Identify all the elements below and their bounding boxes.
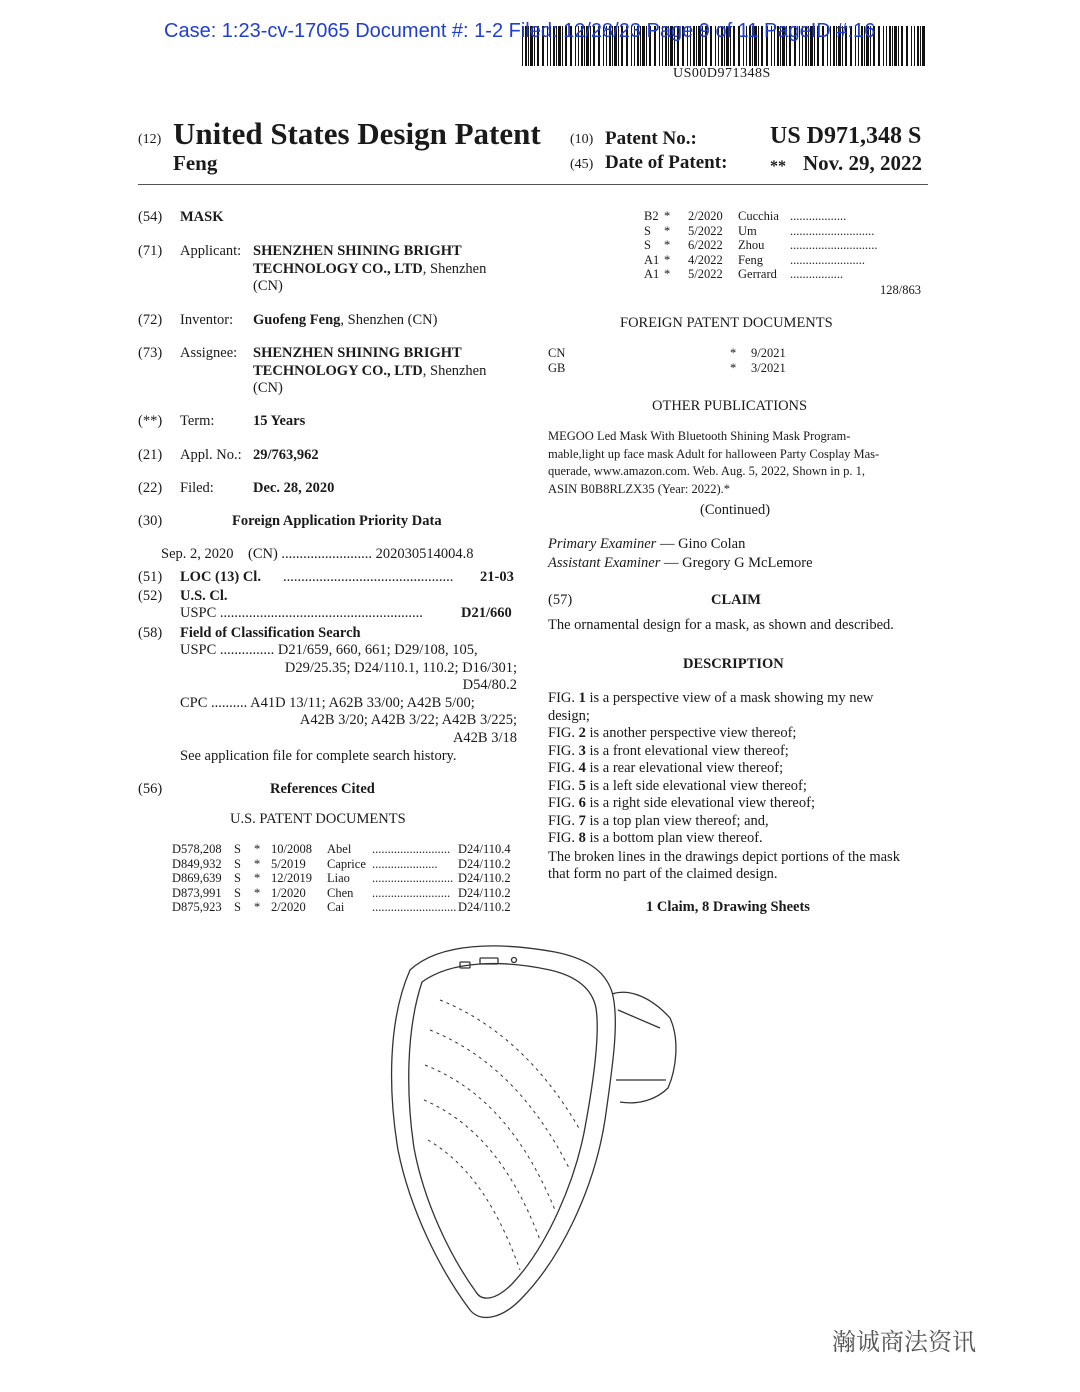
- foreign-date: 3/2021: [751, 360, 786, 375]
- ref-star: *: [254, 900, 261, 915]
- header-divider: [138, 184, 928, 185]
- field-73-code: (73): [138, 345, 163, 361]
- ref-class: D24/110.2: [458, 856, 511, 871]
- ref-kind: A1: [644, 267, 660, 282]
- fig-prefix: FIG.: [548, 690, 579, 706]
- field-term-label: Term:: [180, 413, 215, 429]
- fig-prefix: FIG.: [548, 742, 579, 759]
- figure-description-line: [548, 830, 928, 848]
- inventor-surname: Feng: [173, 151, 218, 175]
- ref-date: 4/2022: [688, 252, 723, 267]
- ref-dots: ............................: [790, 238, 878, 253]
- ref-star: *: [664, 238, 671, 253]
- fig-number: 6: [578, 795, 586, 811]
- ref-class: D24/110.2: [458, 900, 511, 915]
- other-publication-line: MEGOO Led Mask With Bluetooth Shining Mask Program-: [548, 429, 851, 443]
- ref-class: D24/110.2: [458, 885, 511, 900]
- ref-dots: .................: [790, 267, 844, 282]
- patent-title: United States Design Patent: [173, 116, 541, 151]
- inventor-block: [253, 312, 437, 330]
- ref-kind: S: [644, 223, 651, 238]
- foreign-country: GB: [548, 360, 566, 375]
- applicant-line1: SHENZHEN SHINING BRIGHT: [253, 243, 462, 259]
- ref-name: Abel: [327, 842, 352, 856]
- ref-star: *: [664, 223, 671, 238]
- claim-title: CLAIM: [711, 592, 761, 608]
- barcode-bar: [898, 26, 899, 66]
- figure-description-line: [548, 708, 928, 726]
- field-58-cpc-2: A42B 3/20; A42B 3/22; A42B 3/225;: [299, 712, 517, 728]
- foreign-docs-title: FOREIGN PATENT DOCUMENTS: [620, 315, 833, 331]
- field-73-label: Assignee:: [180, 345, 238, 361]
- ref-date: 5/2022: [688, 223, 723, 238]
- fig-text: is a right side elevational view thereof;: [585, 795, 815, 811]
- assignee-line1: SHENZHEN SHINING BRIGHT: [253, 345, 462, 361]
- other-publication-text: [548, 428, 928, 498]
- ref-kind: A1: [644, 252, 660, 267]
- other-publications-title: OTHER PUBLICATIONS: [652, 398, 808, 414]
- barcode-bar: [906, 26, 908, 66]
- barcode-bar: [894, 26, 897, 66]
- field-term-code: (**): [138, 413, 163, 429]
- fig-prefix: FIG.: [548, 830, 579, 846]
- fig-text: is a left side elevational view thereof;: [585, 777, 807, 794]
- patent-no-value: US D971,348 S: [770, 123, 922, 149]
- field-30-title: Foreign Application Priority Data: [232, 513, 442, 529]
- ref-date: 6/2022: [688, 238, 723, 253]
- ref-name: Cucchia: [738, 209, 779, 223]
- ref-star: *: [254, 885, 261, 900]
- field-52-label: U.S. Cl.: [180, 588, 228, 604]
- fig-number: 1: [578, 690, 586, 706]
- field-58-code: (58): [138, 625, 163, 641]
- ref-name: Gerrard: [738, 267, 777, 282]
- ref-kind: S: [644, 238, 651, 253]
- mask-perspective-drawing: [380, 930, 700, 1330]
- ref-star: *: [664, 209, 671, 223]
- ref-kind: S: [234, 885, 241, 900]
- kind-code: (12): [138, 132, 162, 147]
- assignee-block: [253, 345, 523, 398]
- fig-prefix: FIG.: [548, 777, 579, 794]
- ref-date: 2/2020: [688, 209, 723, 223]
- fig-number: 5: [578, 777, 586, 794]
- field-54-code: (54): [138, 209, 163, 225]
- inventor-full-name: Guofeng Feng: [253, 312, 341, 328]
- ref-star: *: [664, 252, 671, 267]
- ref-date: 1/2020: [271, 885, 306, 900]
- ref-date: 5/2022: [688, 267, 723, 282]
- date-marker: **: [770, 158, 786, 175]
- field-52-uspc: USPC ........................................................: [180, 605, 423, 621]
- field-58-note: See application file for complete search history.: [180, 748, 457, 764]
- ref-class: D24/110.4: [458, 842, 511, 856]
- assistant-examiner-label: Assistant Examiner: [548, 555, 661, 571]
- continued-note: (Continued): [700, 502, 771, 518]
- ref-name: Liao: [327, 871, 350, 886]
- patent-no-label: Patent No.:: [605, 128, 697, 149]
- field-56-code: (56): [138, 781, 163, 797]
- claim-code: (57): [548, 592, 573, 608]
- other-publication-line: querade, www.amazon.com. Web. Aug. 5, 2022, Shown in p. 1,: [548, 464, 865, 478]
- field-22-label: Filed:: [180, 480, 214, 496]
- figure-description-line: [548, 778, 928, 796]
- field-72-code: (72): [138, 312, 163, 328]
- fig-number: 3: [578, 742, 586, 759]
- fig-number: 8: [578, 830, 586, 846]
- field-58-label: Field of Classification Search: [180, 625, 361, 641]
- ref-number: D849,932: [172, 856, 222, 871]
- fig-number: 4: [578, 760, 586, 776]
- ref-number: D875,923: [172, 900, 222, 915]
- priority-row: Sep. 2, 2020 (CN) ......................... 202030514004.8: [161, 546, 474, 562]
- case-header: Case: 1:23-cv-17065 Document #: 1-2 Filed: 12/28/23 Page 9 of 11 PageID #:16: [164, 20, 876, 42]
- fig-number: 2: [578, 725, 586, 741]
- field-51-dots: ...............................................: [283, 569, 454, 585]
- ref-kind: S: [234, 842, 241, 856]
- barcode-bar: [901, 26, 903, 66]
- fig-number: 7: [578, 812, 586, 829]
- barcode-number: US00D971348S: [673, 66, 771, 81]
- applicant-country: (CN): [253, 278, 283, 294]
- extra-classification: 128/863: [880, 283, 921, 297]
- ref-number: D873,991: [172, 885, 222, 900]
- field-term-value: 15 Years: [253, 413, 306, 429]
- ref-kind: S: [234, 900, 241, 915]
- ref-dots: .........................: [372, 842, 451, 856]
- fig-prefix: FIG.: [548, 725, 579, 741]
- ref-name: Um: [738, 223, 757, 238]
- date-label: Date of Patent:: [605, 152, 728, 173]
- watermark-text: 瀚诚商法资讯: [832, 1328, 976, 1356]
- ref-kind: S: [234, 871, 241, 886]
- other-publication-line: ASIN B0B8RLZX35 (Year: 2022).*: [548, 481, 731, 496]
- patent-no-code: (10): [570, 132, 594, 147]
- ref-number: D869,639: [172, 871, 222, 886]
- ref-number: D578,208: [172, 842, 222, 856]
- fig-text: design;: [548, 707, 590, 724]
- barcode-bar: [917, 26, 919, 66]
- fig-text: is a bottom plan view thereof.: [585, 830, 763, 846]
- foreign-star: *: [730, 346, 737, 360]
- fig-text: is a rear elevational view thereof;: [585, 760, 784, 776]
- date-value: Nov. 29, 2022: [803, 151, 923, 175]
- broken-lines-line1: The broken lines in the drawings depict portions of the mask: [548, 849, 900, 865]
- field-71-label: Applicant:: [180, 243, 242, 259]
- description-title: DESCRIPTION: [683, 656, 784, 672]
- ref-date: 5/2019: [271, 856, 306, 871]
- field-58-cpc-3: A42B 3/18: [452, 730, 517, 746]
- assistant-examiner: [548, 555, 813, 573]
- figure-descriptions: [548, 690, 928, 848]
- inventor-location: , Shenzhen (CN): [340, 312, 438, 328]
- fig-prefix: FIG.: [548, 795, 579, 811]
- field-71-code: (71): [138, 243, 163, 259]
- ref-date: 2/2020: [271, 900, 306, 915]
- barcode-bar: [878, 26, 880, 66]
- figure-description-line: [548, 795, 928, 813]
- assignee-city: , Shenzhen: [422, 362, 487, 379]
- ref-star: *: [254, 856, 261, 871]
- field-52-value: D21/660: [461, 605, 512, 621]
- ref-date: 10/2008: [271, 842, 312, 856]
- primary-examiner: [548, 536, 745, 554]
- figure-description-line: [548, 690, 928, 708]
- field-58-cpc-1: CPC .......... A41D 13/11; A62B 33/00; A42B 5/00;: [180, 695, 475, 711]
- fig-prefix: FIG.: [548, 812, 579, 829]
- figure-description-line: [548, 725, 928, 743]
- ref-name: Cai: [327, 900, 345, 915]
- field-72-label: Inventor:: [180, 312, 234, 328]
- field-22-code: (22): [138, 480, 163, 496]
- ref-dots: ..................: [790, 209, 847, 223]
- barcode-bar: [883, 26, 884, 66]
- ref-dots: .........................: [372, 885, 451, 900]
- ref-class: D24/110.2: [458, 871, 511, 886]
- field-30-code: (30): [138, 513, 163, 529]
- field-52-code: (52): [138, 588, 163, 604]
- assignee-name: TECHNOLOGY CO., LTD: [253, 362, 423, 379]
- broken-lines-line2: that form no part of the claimed design.: [548, 866, 778, 882]
- claim-text: The ornamental design for a mask, as shown and described.: [548, 617, 894, 633]
- field-51-label: LOC (13) Cl.: [180, 569, 261, 585]
- assignee-country: (CN): [253, 380, 283, 396]
- figure-description-line: [548, 743, 928, 761]
- ref-name: Zhou: [738, 238, 765, 253]
- other-publication-line: mable,light up face mask Adult for halloween Party Cosplay Mas-: [548, 446, 880, 461]
- barcode-bar: [892, 26, 893, 66]
- date-code: (45): [570, 157, 594, 172]
- ref-dots: ...........................: [372, 900, 457, 915]
- field-51-value: 21-03: [480, 569, 514, 585]
- fig-text: is a perspective view of a mask showing my new: [585, 690, 874, 706]
- ref-star: *: [664, 267, 671, 282]
- primary-examiner-name: — Gino Colan: [656, 536, 746, 552]
- ref-name: Caprice: [327, 856, 366, 871]
- applicant-block: [253, 243, 523, 296]
- ref-dots: ..........................: [372, 871, 454, 886]
- applicant-city: , Shenzhen: [422, 260, 487, 277]
- ref-star: *: [254, 842, 261, 856]
- claims-summary: 1 Claim, 8 Drawing Sheets: [646, 899, 810, 915]
- field-21-code: (21): [138, 447, 163, 463]
- ref-date: 12/2019: [271, 871, 312, 886]
- us-patent-docs-title: U.S. PATENT DOCUMENTS: [230, 811, 406, 827]
- fig-text: is a front elevational view thereof;: [585, 742, 789, 759]
- ref-dots: .....................: [372, 856, 438, 871]
- ref-name: Feng: [738, 252, 763, 267]
- figure-description-line: [548, 813, 928, 831]
- foreign-star: *: [730, 360, 737, 375]
- field-56-title: References Cited: [270, 781, 375, 797]
- fig-prefix: FIG.: [548, 760, 579, 776]
- ref-star: *: [254, 871, 261, 886]
- field-22-value: Dec. 28, 2020: [253, 480, 335, 496]
- foreign-date: 9/2021: [751, 346, 786, 360]
- primary-examiner-label: Primary Examiner: [548, 536, 657, 552]
- foreign-country: CN: [548, 346, 566, 360]
- ref-dots: ...........................: [790, 223, 875, 238]
- ref-kind: S: [234, 856, 241, 871]
- barcode-bar: [922, 26, 925, 66]
- field-58-uspc-2: D29/25.35; D24/110.1, 110.2; D16/301;: [284, 660, 517, 676]
- field-58-uspc-3: D54/80.2: [462, 677, 517, 693]
- assistant-examiner-name: — Gregory G McLemore: [660, 555, 813, 571]
- barcode-bar: [914, 26, 915, 66]
- field-51-code: (51): [138, 569, 163, 585]
- fig-text: is a top plan view thereof; and,: [585, 812, 769, 829]
- barcode-bar: [911, 26, 912, 66]
- barcode-bar: [889, 26, 891, 66]
- figure-description-line: [548, 760, 928, 778]
- field-21-label: Appl. No.:: [180, 447, 242, 463]
- ref-dots: ........................: [790, 252, 865, 267]
- barcode-bar: [920, 26, 921, 66]
- barcode-bar: [886, 26, 887, 66]
- applicant-name: TECHNOLOGY CO., LTD: [253, 260, 423, 277]
- field-58-uspc-1: USPC ............... D21/659, 660, 661; D29/108, 105,: [180, 642, 478, 658]
- field-54-title: MASK: [180, 209, 224, 225]
- fig-text: is another perspective view thereof;: [585, 725, 797, 741]
- field-21-value: 29/763,962: [253, 447, 319, 463]
- ref-kind: B2: [644, 209, 659, 223]
- ref-name: Chen: [327, 885, 354, 900]
